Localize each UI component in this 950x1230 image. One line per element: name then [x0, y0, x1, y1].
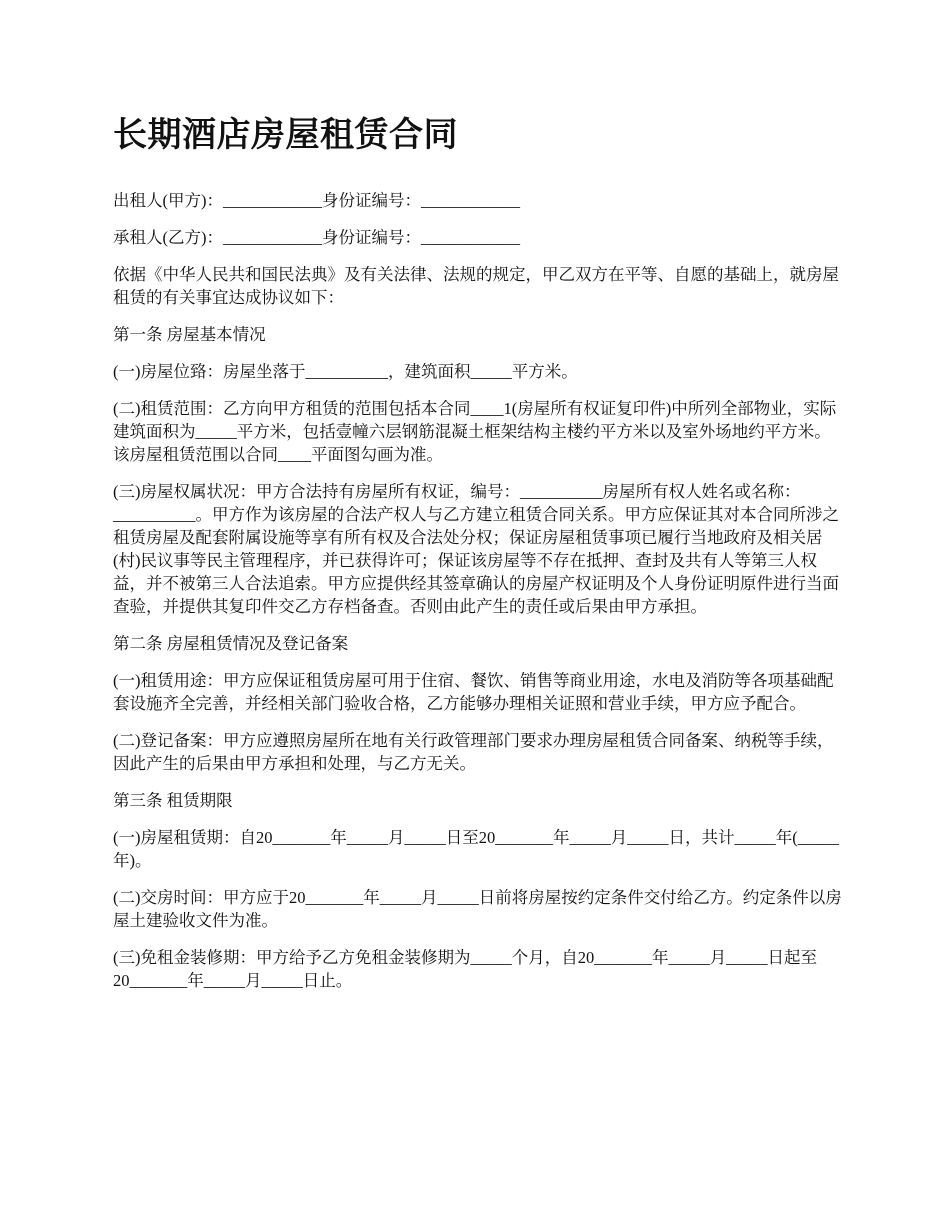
- article-2-clause-2: (二)登记备案：甲方应遵照房屋所在地有关行政管理部门要求办理房屋租赁合同备案、纳税等手续，因此产生的后果由甲方承担和处理，与乙方无关。: [113, 731, 834, 773]
- document-title: 长期酒店房屋租赁合同: [113, 117, 458, 154]
- article-2-heading: 第二条 房屋租赁情况及登记备案: [113, 634, 349, 653]
- preamble-paragraph: 依据《中华人民共和国民法典》及有关法律、法规的规定，甲乙双方在平等、自愿的基础上，就房屋租赁的有关事宜达成协议如下：: [113, 265, 839, 307]
- article-3-clause-2: (二)交房时间：甲方应于20_______年_____月_____日前将房屋按约定条件交付给乙方。约定条件以房屋土建验收文件为准。: [113, 888, 842, 930]
- lessee-line: 承租人(乙方)：____________身份证编号：____________: [113, 228, 520, 247]
- article-1-clause-2: (二)租赁范围：乙方向甲方租赁的范围包括本合同____1(房屋所有权证复印件)中所列全部物业，实际建筑面积为_____平方米，包括壹幢六层钢筋混凝土框架结构主楼约平方米以及室外场地约平方米。该房屋租赁范围以合同____平面图勾画为准。: [113, 399, 837, 464]
- article-1-clause-1: (一)房屋位臵：房屋坐落于__________，建筑面积_____平方米。: [113, 362, 578, 381]
- article-2-clause-1: (一)租赁用途：甲方应保证租赁房屋可用于住宿、餐饮、销售等商业用途，水电及消防等各项基础配套设施齐全完善，并经相关部门验收合格，乙方能够办理相关证照和营业手续，甲方应予配合。: [113, 671, 834, 713]
- contract-page: [113, 108, 843, 1006]
- article-3-clause-3: (三)免租金装修期：甲方给予乙方免租金装修期为_____个月，自20_______年_____月_____日起至20_______年_____月_____日止。: [113, 948, 817, 990]
- article-1-clause-3: (三)房屋权属状况：甲方合法持有房屋所有权证，编号：__________房屋所有权人姓名或名称：__________。甲方作为该房屋的合法产权人与乙方建立租赁合同关系。甲方应保证其对本合同所涉之租赁房屋及配套附属设施等享有所有权及合法处分权；保证房屋租赁事项已履行当地政府及相关居(村)民议事等民主管理程序，并已获得许可；保证该房屋等不存在抵押、查封及共有人等第三人权益，并不被第三人合法追索。甲方应提供经其签章确认的房屋产权证明及个人身份证明原件进行当面查验，并提供其复印件交乙方存档备查。否则由此产生的责任或后果由甲方承担。: [113, 482, 839, 616]
- article-3-clause-1: (一)房屋租赁期：自20_______年_____月_____日至20_______年_____月_____日，共计_____年(_____年)。: [113, 828, 839, 870]
- lessor-line: 出租人(甲方)：____________身份证编号：____________: [113, 191, 520, 210]
- article-3-heading: 第三条 租赁期限: [113, 791, 233, 810]
- article-1-heading: 第一条 房屋基本情况: [113, 325, 266, 344]
